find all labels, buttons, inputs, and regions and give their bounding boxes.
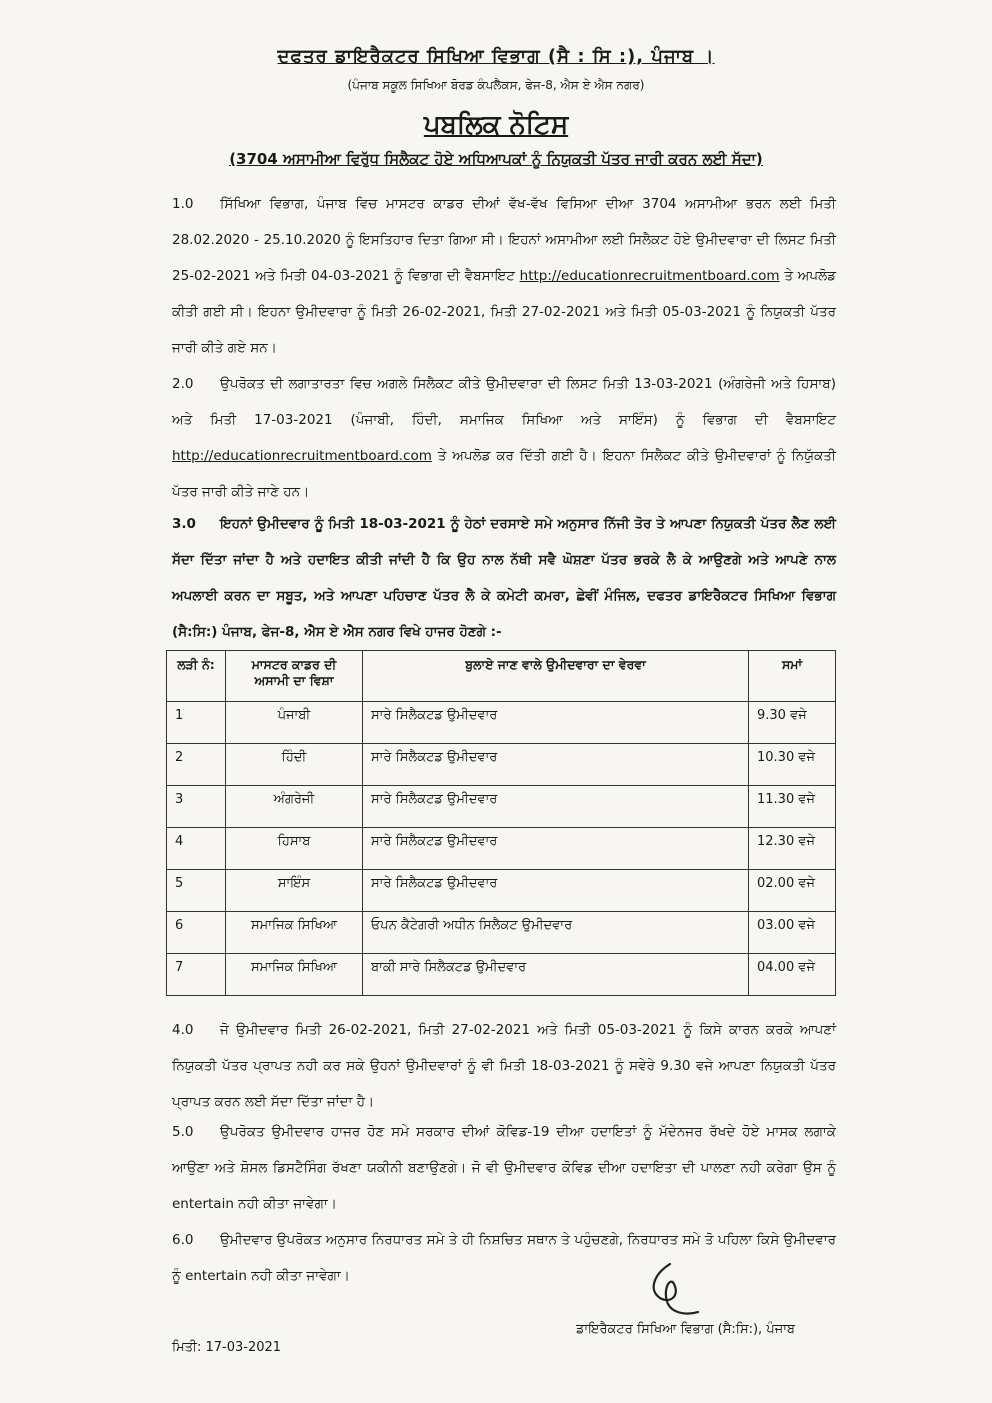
issue-date: ਮਿਤੀ: 17-03-2021 bbox=[172, 1340, 282, 1355]
col-header-time: ਸਮਾਂ bbox=[749, 651, 836, 702]
cell-serial: 6 bbox=[167, 912, 226, 954]
paragraph-text: ਉਪਰੋਕਤ ਦੀ ਲਗਾਤਾਰਤਾ ਵਿਚ ਅਗਲੇ ਸਿਲੈਕਟ ਕੀਤੇ ਉਮੀਦਵਾਰਾ ਦੀ ਲਿਸਟ ਮਿਤੀ 13-03-2021 (ਅੰਗਰੇਜੀ ਅਤੇ ਹਿਸਾਬ) ਅਤੇ ਮਿਤੀ 17-03-2021 (ਪੰਜਾਬੀ, ਹਿੰਦੀ, ਸਮਾਜਿਕ ਸਿਖਿਆ ਅਤੇ ਸਾਇੰਸ) ਨੂੰ ਵਿਭਾਗ ਦੀ ਵੈਬਸਾਇਟ bbox=[172, 376, 836, 428]
cell-time: 10.30 ਵਜੇ bbox=[749, 744, 836, 786]
cell-detail: ਸਾਰੇ ਸਿਲੈਕਟਡ ਉਮੀਦਵਾਰ bbox=[363, 828, 749, 870]
paragraph-5 bbox=[172, 1114, 836, 1222]
paragraph-text: ਉਪਰੋਕਤ ਉਮੀਦਵਾਰ ਹਾਜਰ ਹੋਣ ਸਮੇ ਸਰਕਾਰ ਦੀਆਂ ਕੋਵਿਡ-19 ਦੀਆ ਹਦਾਇਤਾਂ ਨੂੰ ਮੱਦੇਨਜਰ ਰੱਖਦੇ ਹੋਏ ਮਾਸਕ ਲਗਾਕੇ ਆਉਣਾ ਅਤੇ ਸ਼ੋਸਲ ਡਿਸਟੈਸਿੰਗ ਰੱਖਣਾ ਯਕੀਨੀ ਬਣਾਉਣਗੇ। ਜੋ ਵੀ ਉਮੀਦਵਾਰ ਕੋਵਿਡ ਦੀਆ ਹਦਾਇਤਾ ਦੀ ਪਾਲਣਾ ਨਹੀ ਕਰੇਗਾ ਉਸ ਨੂੰ entertain ਨਹੀ ਕੀਤਾ ਜਾਵੇਗਾ। bbox=[172, 1124, 836, 1212]
cell-subject: ਸਮਾਜਿਕ ਸਿਖਿਆ bbox=[226, 954, 363, 996]
office-address: (ਪੰਜਾਬ ਸਕੂਲ ਸਿਖਿਆ ਬੋਰਡ ਕੰਪਲੈਕਸ, ਫੇਜ-8, ਐਸ ਏ ਐਸ ਨਗਰ) bbox=[347, 78, 645, 92]
paragraph-text: ਜੋ ਉਮੀਦਵਾਰ ਮਿਤੀ 26-02-2021, ਮਿਤੀ 27-02-2021 ਅਤੇ ਮਿਤੀ 05-03-2021 ਨੂੰ ਕਿਸੇ ਕਾਰਨ ਕਰਕੇ ਆਪਣਾਂ ਨਿਯੁਕਤੀ ਪੱਤਰ ਪ੍ਰਾਪਤ ਨਹੀ ਕਰ ਸਕੇ ਉਹਨਾਂ ਉਮੀਦਵਾਰਾਂ ਨੂੰ ਵੀ ਮਿਤੀ 18-03-2021 ਨੂੰ ਸਵੇਰੇ 9.30 ਵਜੇ ਆਪਣਾ ਨਿਯੁਕਤੀ ਪੱਤਰ ਪ੍ਰਾਪਤ ਕਰਨ ਲਈ ਸੱਦਾ ਦਿੱਤਾ ਜਾਂਦਾ ਹੈ। bbox=[172, 1022, 836, 1110]
cell-time: 04.00 ਵਜੇ bbox=[749, 954, 836, 996]
cell-subject: ਹਿਸਾਬ bbox=[226, 828, 363, 870]
website-link[interactable]: http://educationrecruitmentboard.com bbox=[172, 448, 432, 464]
col-header-subject: ਮਾਸਟਰ ਕਾਡਰ ਦੀ ਅਸਾਮੀ ਦਾ ਵਿਸ਼ਾ bbox=[226, 651, 363, 702]
schedule-table bbox=[166, 650, 836, 996]
cell-detail: ਸਾਰੇ ਸਿਲੈਕਟਡ ਉਮੀਦਵਾਰ bbox=[363, 744, 749, 786]
cell-detail: ਓਪਨ ਕੈਟੇਗਰੀ ਅਧੀਨ ਸਿਲੈਕਟ ਉਮੀਦਵਾਰ bbox=[363, 912, 749, 954]
cell-subject: ਸਾਇੰਸ bbox=[226, 870, 363, 912]
cell-serial: 2 bbox=[167, 744, 226, 786]
cell-time: 12.30 ਵਜੇ bbox=[749, 828, 836, 870]
table-row bbox=[167, 954, 836, 996]
notice-title: ਪਬਲਿਕ ਨੋਟਿਸ bbox=[423, 110, 569, 140]
paragraph-text: ਉਮੀਦਵਾਰ ਉਪਰੋਕਤ ਅਨੁਸਾਰ ਨਿਰਧਾਰਤ ਸਮੇ ਤੇ ਹੀ ਨਿਸ਼ਚਿਤ ਸਥਾਨ ਤੇ ਪਹੁੰਚਣਗੇ, ਨਿਰਧਾਰਤ ਸਮੇ ਤੋ ਪਹਿਲਾ ਕਿਸੇ ਉਮੀਦਵਾਰ ਨੂੰ entertain ਨਹੀ ਕੀਤਾ ਜਾਵੇਗਾ। bbox=[172, 1232, 836, 1284]
notice-subtitle: (3704 ਅਸਾਮੀਆ ਵਿਰੁੱਧ ਸਿਲੈਕਟ ਹੋਏ ਅਧਿਆਪਕਾਂ ਨੂੰ ਨਿਯੁਕਤੀ ਪੱਤਰ ਜਾਰੀ ਕਰਨ ਲਈ ਸੱਦਾ) bbox=[229, 150, 763, 168]
paragraph-4 bbox=[172, 1012, 836, 1120]
paragraph-3 bbox=[172, 506, 836, 650]
cell-serial: 3 bbox=[167, 786, 226, 828]
signatory-designation: ਡਾਇਰੈਕਟਰ ਸਿਖਿਆ ਵਿਭਾਗ (ਸੈ:ਸਿ:), ਪੰਜਾਬ bbox=[576, 1322, 796, 1337]
paragraph-2 bbox=[172, 366, 836, 510]
website-link[interactable]: http://educationrecruitmentboard.com bbox=[519, 268, 780, 284]
table-header-row bbox=[167, 651, 836, 702]
paragraph-6 bbox=[172, 1222, 836, 1294]
paragraph-text: ਤੇ ਅਪਲੋਡ ਕਰ ਦਿੱਤੀ ਗਈ ਹੈ। ਇਹਨਾ ਸਿਲੈਕਟ ਕੀਤੇ ਉਮੀਦਵਾਰਾਂ ਨੂੰ ਨਿਯੁੱਕਤੀ ਪੱਤਰ ਜਾਰੀ ਕੀਤੇ ਜਾਣੇ ਹਨ। bbox=[172, 448, 836, 500]
office-heading: ਦਫਤਰ ਡਾਇਰੈਕਟਰ ਸਿਖਿਆ ਵਿਭਾਗ (ਸੈ : ਸਿ :), ਪੰਜਾਬ । bbox=[277, 46, 715, 67]
cell-subject: ਸਮਾਜਿਕ ਸਿਖਿਆ bbox=[226, 912, 363, 954]
table-row bbox=[167, 870, 836, 912]
cell-time: 03.00 ਵਜੇ bbox=[749, 912, 836, 954]
col-header-serial: ਲੜੀ ਨੰ: bbox=[167, 651, 226, 702]
table-row bbox=[167, 702, 836, 744]
cell-detail: ਸਾਰੇ ਸਿਲੈਕਟਡ ਉਮੀਦਵਾਰ bbox=[363, 702, 749, 744]
col-header-detail: ਬੁਲਾਏ ਜਾਣ ਵਾਲੇ ਉਮੀਦਵਾਰਾ ਦਾ ਵੇਰਵਾ bbox=[363, 651, 749, 702]
paragraph-text: ਤੇ ਅਪਲੋਡ ਕੀਤੀ ਗਈ ਸੀ। ਇਹਨਾ ਉਮੀਦਵਾਰਾ ਨੂੰ ਮਿਤੀ 26-02-2021, ਮਿਤੀ 27-02-2021 ਅਤੇ ਮਿਤੀ 05-03-2021 ਨੂੰ ਨਿਯੁਕਤੀ ਪੱਤਰ ਜਾਰੀ ਕੀਤੇ ਗਏ ਸਨ। bbox=[172, 268, 836, 356]
cell-serial: 4 bbox=[167, 828, 226, 870]
paragraph-number: 6.0 bbox=[172, 1232, 194, 1248]
cell-subject: ਪੰਜਾਬੀ bbox=[226, 702, 363, 744]
cell-detail: ਬਾਕੀ ਸਾਰੇ ਸਿਲੈਕਟਡ ਉਮੀਦਵਾਰ bbox=[363, 954, 749, 996]
cell-detail: ਸਾਰੇ ਸਿਲੈਕਟਡ ਉਮੀਦਵਾਰ bbox=[363, 786, 749, 828]
table-row bbox=[167, 912, 836, 954]
cell-serial: 1 bbox=[167, 702, 226, 744]
signature-mark bbox=[640, 1260, 720, 1318]
paragraph-text: ਸਿੱਖਿਆ ਵਿਭਾਗ, ਪੰਜਾਬ ਵਿਚ ਮਾਸਟਰ ਕਾਡਰ ਦੀਆਂ ਵੱਖ-ਵੱਖ ਵਿਸਿਆ ਦੀਆ 3704 ਅਸਾਮੀਆ ਭਰਨ ਲਈ ਮਿਤੀ 28.02.2020 - 25.10.2020 ਨੂੰ ਇਸਤਿਹਾਰ ਦਿਤਾ ਗਿਆ ਸੀ। ਇਹਨਾਂ ਅਸਾਮੀਆ ਲਈ ਸਿਲੈਕਟ ਹੋਏ ਉਮੀਦਵਾਰਾ ਦੀ ਲਿਸਟ ਮਿਤੀ 25-02-2021 ਅਤੇ ਮਿਤੀ 04-03-2021 ਨੂੰ ਵਿਭਾਗ ਦੀ ਵੈਬਸਾਇਟ bbox=[172, 196, 836, 284]
cell-time: 02.00 ਵਜੇ bbox=[749, 870, 836, 912]
table-row bbox=[167, 744, 836, 786]
paragraph-number: 4.0 bbox=[172, 1022, 194, 1038]
cell-serial: 7 bbox=[167, 954, 226, 996]
paragraph-number: 5.0 bbox=[172, 1124, 194, 1140]
table-row bbox=[167, 786, 836, 828]
cell-subject: ਹਿੰਦੀ bbox=[226, 744, 363, 786]
paragraph-text: ਇਹਨਾਂ ਉਮੀਦਵਾਰ ਨੂੰ ਮਿਤੀ 18-03-2021 ਨੂੰ ਹੇਠਾਂ ਦਰਸਾਏ ਸਮੇ ਅਨੁਸਾਰ ਨਿੱਜੀ ਤੋਰ ਤੇ ਆਪਣਾ ਨਿਯੁਕਤੀ ਪੱਤਰ ਲੈਣ ਲਈ ਸੱਦਾ ਦਿੱਤਾ ਜਾਂਦਾ ਹੈ ਅਤੇ ਹਦਾਇਤ ਕੀਤੀ ਜਾਂਦੀ ਹੈ ਕਿ ਉਹ ਨਾਲ ਨੱਥੀ ਸਵੈ ਘੋਸ਼ਣਾ ਪੱਤਰ ਭਰਕੇ ਲੈ ਕੇ ਆਉਣਗੇ ਅਤੇ ਆਪਣੇ ਨਾਲ ਅਪਲਾਈ ਕਰਨ ਦਾ ਸਬੂਤ, ਅਤੇ ਆਪਣਾ ਪਹਿਚਾਣ ਪੱਤਰ ਲੈ ਕੇ ਕਮੇਟੀ ਕਮਰਾ, ਛੇਵੀਂ ਮੰਜਿਲ, ਦਫਤਰ ਡਾਇਰੈਕਟਰ ਸਿਖਿਆ ਵਿਭਾਗ (ਸੈ:ਸਿ:) ਪੰਜਾਬ, ਫੇਜ-8, ਐਸ ਏ ਐਸ ਨਗਰ ਵਿਖੇ ਹਾਜਰ ਹੋਣਗੇ :- bbox=[172, 516, 836, 640]
cell-time: 9.30 ਵਜੇ bbox=[749, 702, 836, 744]
cell-serial: 5 bbox=[167, 870, 226, 912]
paragraph-number: 1.0 bbox=[172, 196, 194, 212]
paragraph-1 bbox=[172, 186, 836, 366]
cell-time: 11.30 ਵਜੇ bbox=[749, 786, 836, 828]
cell-detail: ਸਾਰੇ ਸਿਲੈਕਟਡ ਉਮੀਦਵਾਰ bbox=[363, 870, 749, 912]
paragraph-number: 2.0 bbox=[172, 376, 194, 392]
paragraph-number: 3.0 bbox=[172, 516, 196, 532]
cell-subject: ਅੰਗਰੇਜੀ bbox=[226, 786, 363, 828]
table-row bbox=[167, 828, 836, 870]
